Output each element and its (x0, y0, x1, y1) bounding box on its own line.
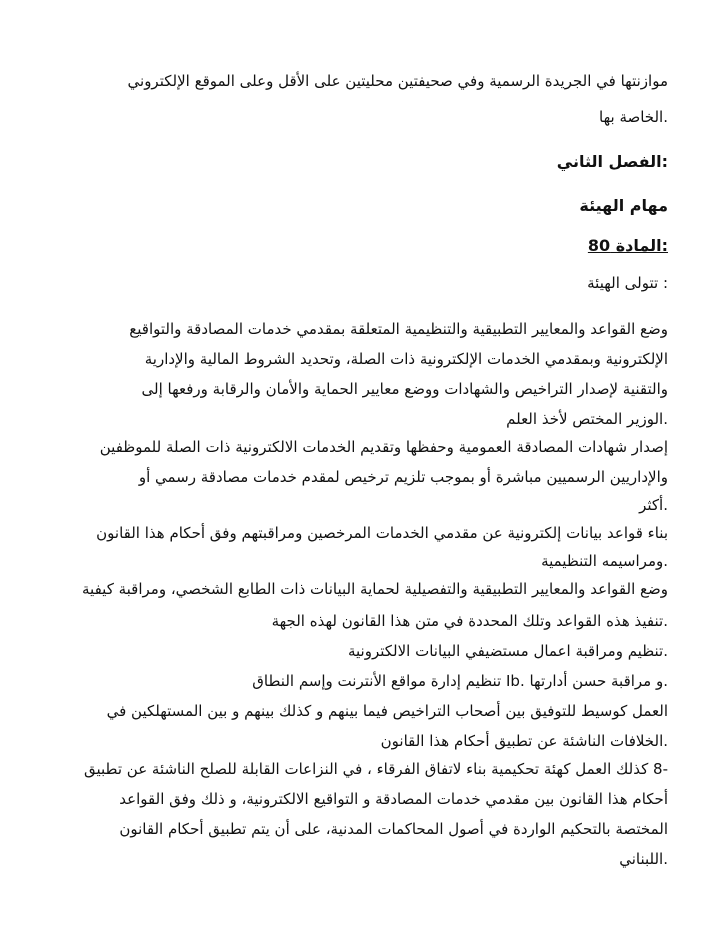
paragraph-line: .الخلافات الناشئة عن تطبيق أحكام هذا القانون (380, 732, 668, 750)
article-title: :المادة 80 (587, 236, 668, 255)
intro-line-2: .الخاصة بها (599, 108, 668, 126)
paragraph-line: -8 كذلك العمل كهئة تحكيمية بناء لاتفاق الفرقاء ، في النزاعات القابلة للصلح الناشئة عن تطبيق (83, 760, 668, 778)
paragraph-line: أحكام هذا القانون بين مقدمي خدمات المصادقة و التواقيع الالكترونية، و ذلك وفق القواعد (119, 790, 668, 808)
paragraph-line: إصدار شهادات المصادقة العمومية وحفظها وتقديم الخدمات الالكترونية ذات الصلة للموظفين (99, 438, 668, 456)
paragraph-line: .أكثر (639, 496, 668, 514)
article-lead: : تتولى الهيئة (587, 274, 668, 292)
paragraph-line: وضع القواعد والمعايير التطبيقية والتنظيمية المتعلقة بمقدمي خدمات المصادقة والتواقيع (129, 320, 668, 338)
paragraph-line: والإداريين الرسميين مباشرة أو بموجب تلزيم ترخيص لمقدم خدمات مصادقة رسمي أو (138, 468, 668, 486)
intro-line-1: موازنتها في الجريدة الرسمية وفي صحيفتين محليتين على الأقل وعلى الموقع الإلكتروني (127, 72, 668, 90)
paragraph-line: .اللبناني (619, 850, 668, 868)
paragraph-line: .الوزير المختص لأخذ العلم (506, 410, 668, 428)
paragraph-line: .و مراقبة حسن أدارتها .Ib تنظيم إدارة مواقع الأنترنت وإسم النطاق (252, 672, 668, 690)
paragraph-line: والتقنية لإصدار التراخيص والشهادات ووضع معايير الحماية والأمان والرقابة ورفعها إلى (141, 380, 668, 398)
paragraph-line: .تنفيذ هذه القواعد وتلك المحددة في متن هذا القانون لهذه الجهة (271, 612, 668, 630)
chapter-title: :الفصل الثاني (556, 152, 668, 171)
paragraph-line: الإلكترونية وبمقدمي الخدمات الإلكترونية ذات الصلة، وتحديد الشروط المالية والإدارية (144, 350, 668, 368)
paragraph-line: وضع القواعد والمعايير التطبيقية والتفصيلية لحماية البيانات ذات الطابع الشخصي، ومراقبة كيفية (82, 580, 668, 598)
paragraph-line: المختصة بالتحكيم الواردة في أصول المحاكمات المدنية، على أن يتم تطبيق أحكام القانون (119, 820, 668, 838)
paragraph-line: العمل كوسيط للتوفيق بين أصحاب التراخيص فيما بينهم و كذلك بينهم و بين المستهلكين في (106, 702, 668, 720)
paragraph-line: بناء قواعد بيانات إلكترونية عن مقدمي الخدمات المرخصين ومراقبتهم وفق أحكام هذا القانون (96, 524, 668, 542)
section-title: مهام الهيئة (579, 196, 668, 215)
paragraph-line: .ومراسيمه التنظيمية (541, 552, 668, 570)
paragraph-line: .تنظيم ومراقبة اعمال مستضيفي البيانات الالكترونية (347, 642, 668, 660)
